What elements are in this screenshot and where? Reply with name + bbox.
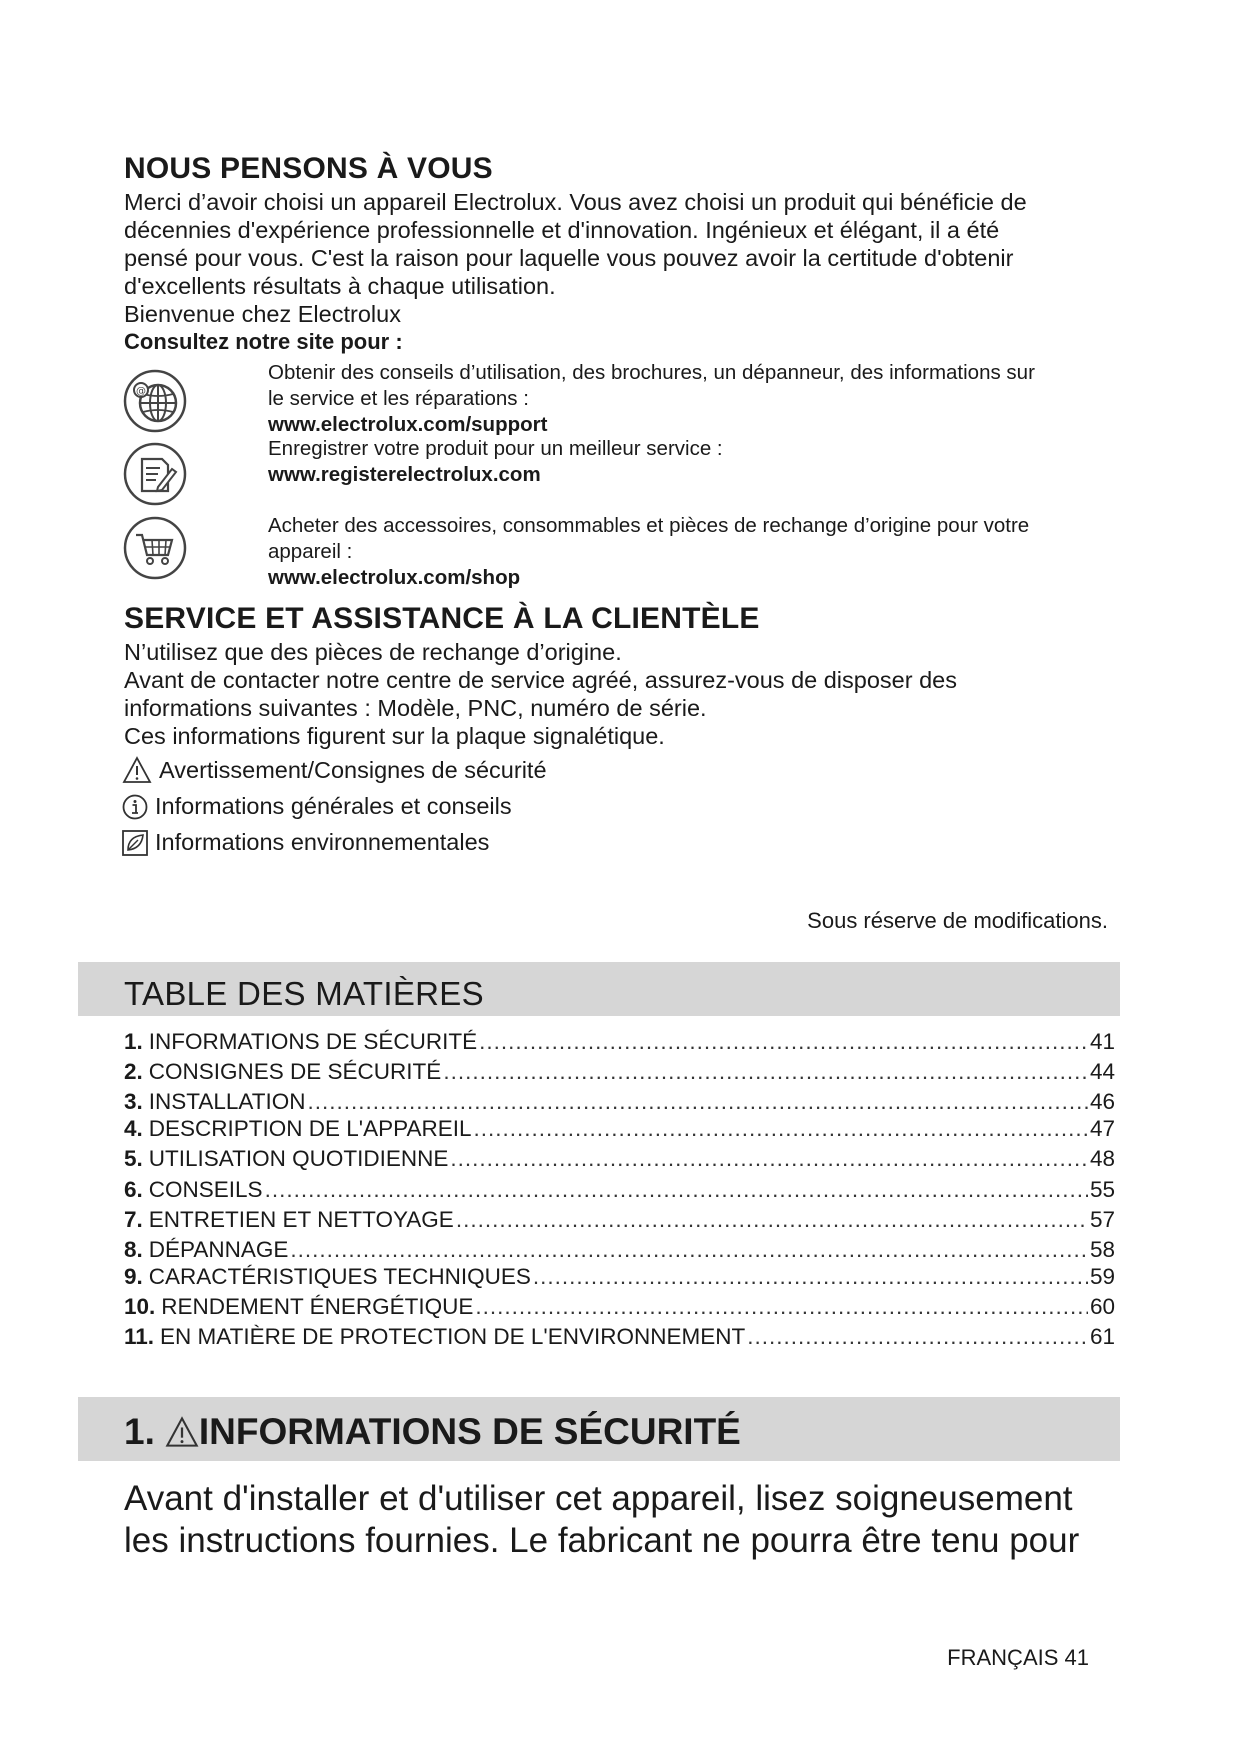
- page-footer: FRANÇAIS 41: [947, 1645, 1089, 1670]
- welcome-text: Bienvenue chez Electrolux: [124, 301, 401, 327]
- shop-link[interactable]: www.electrolux.com/shop: [268, 566, 521, 589]
- toc-entry-page: 47: [1089, 1116, 1115, 1141]
- toc-entry[interactable]: [124, 1324, 1115, 1354]
- warning-triangle-icon: [122, 756, 152, 784]
- leaf-environment-icon: [122, 830, 148, 856]
- toc-entry-leader-dots: [533, 1264, 1088, 1290]
- toc-entry-number: 10.: [124, 1294, 156, 1319]
- safety-section-title: INFORMATIONS DE SÉCURITÉ: [198, 1411, 741, 1452]
- service-line-4: Ces informations figurent sur la plaque signalétique.: [124, 723, 665, 749]
- safety-intro-line-2: les instructions fournies. Le fabricant ne pourra être tenu pour: [124, 1521, 1080, 1560]
- safety-section-number: 1.: [124, 1411, 155, 1452]
- toc-entry-page: 58: [1089, 1237, 1115, 1262]
- legend-warning: [122, 756, 547, 784]
- toc-entry-label: UTILISATION QUOTIDIENNE: [148, 1146, 449, 1171]
- toc-entry-page: 57: [1089, 1207, 1115, 1232]
- toc-entry-page: 48: [1089, 1146, 1115, 1171]
- toc-entry-leader-dots: [479, 1029, 1088, 1055]
- toc-entry-leader-dots: [747, 1324, 1088, 1350]
- toc-entry-label: INSTALLATION: [148, 1089, 306, 1114]
- toc-entry-leader-dots: [456, 1207, 1088, 1233]
- register-link[interactable]: www.registerelectrolux.com: [268, 463, 541, 486]
- toc-entry-number: 8.: [124, 1237, 143, 1262]
- warning-triangle-icon: [165, 1416, 199, 1448]
- toc-entry-number: 9.: [124, 1264, 143, 1289]
- service-line-3: informations suivantes : Modèle, PNC, numéro de série.: [124, 695, 707, 721]
- toc-entry-page: 41: [1089, 1029, 1115, 1054]
- toc-entry[interactable]: [124, 1146, 1115, 1176]
- toc-entry[interactable]: [124, 1264, 1115, 1294]
- service-line-1: N’utilisez que des pièces de rechange d’origine.: [124, 639, 622, 665]
- intro-paragraph-line-4: d'excellents résultats à chaque utilisation.: [124, 273, 556, 299]
- toc-entry-page: 46: [1089, 1089, 1115, 1114]
- toc-entry-leader-dots: [307, 1089, 1088, 1115]
- intro-paragraph-line-1: Merci d’avoir choisi un appareil Electrolux. Vous avez choisi un produit qui bénéficie de: [124, 189, 1027, 215]
- toc-entry-page: 44: [1089, 1059, 1115, 1084]
- safety-intro-line-1: Avant d'installer et d'utiliser cet appareil, lisez soigneusement: [124, 1479, 1073, 1518]
- toc-entry-label: INFORMATIONS DE SÉCURITÉ: [148, 1029, 478, 1054]
- toc-entry-leader-dots: [473, 1116, 1087, 1142]
- support-description-line-1: Obtenir des conseils d’utilisation, des brochures, un dépanneur, des informations sur: [268, 361, 1035, 384]
- safety-title: [124, 1411, 741, 1453]
- legend-environment-label: Informations environnementales: [155, 829, 490, 855]
- toc-entry-page: 59: [1089, 1264, 1115, 1289]
- toc-entry[interactable]: [124, 1089, 1115, 1119]
- toc-entry-leader-dots: [475, 1294, 1088, 1320]
- toc-title: TABLE DES MATIÈRES: [124, 975, 484, 1012]
- globe-web-icon: [122, 368, 188, 434]
- support-description-line-2: le service et les réparations :: [268, 387, 529, 410]
- toc-entry-number: 3.: [124, 1089, 143, 1114]
- info-circle-icon: [122, 794, 148, 820]
- toc-entry-leader-dots: [443, 1059, 1088, 1085]
- consult-label: Consultez notre site pour :: [124, 329, 403, 354]
- service-heading: SERVICE ET ASSISTANCE À LA CLIENTÈLE: [124, 602, 760, 635]
- shop-description-line-2: appareil :: [268, 540, 353, 563]
- toc-entry-leader-dots: [265, 1177, 1088, 1203]
- shop-description-line-1: Acheter des accessoires, consommables et pièces de rechange d’origine pour votre: [268, 514, 1030, 537]
- toc-entry[interactable]: [124, 1116, 1115, 1146]
- toc-entry-number: 5.: [124, 1146, 143, 1171]
- legend-warning-label: Avertissement/Consignes de sécurité: [159, 756, 547, 783]
- toc-entry[interactable]: [124, 1207, 1115, 1237]
- toc-entry-page: 60: [1089, 1294, 1115, 1319]
- shopping-cart-icon: [122, 515, 188, 581]
- toc-entry[interactable]: [124, 1294, 1115, 1324]
- service-line-2: Avant de contacter notre centre de service agréé, assurez-vous de disposer des: [124, 667, 957, 693]
- support-link[interactable]: www.electrolux.com/support: [268, 413, 548, 436]
- toc-entry-number: 1.: [124, 1029, 143, 1054]
- toc-entry[interactable]: [124, 1059, 1115, 1089]
- register-description: Enregistrer votre produit pour un meilleur service :: [268, 437, 723, 460]
- toc-entry-number: 7.: [124, 1207, 143, 1232]
- svg-text:@: @: [136, 386, 146, 397]
- register-document-icon: [122, 441, 188, 507]
- intro-paragraph-line-3: pensé pour vous. C'est la raison pour laquelle vous pouvez avoir la certitude d'obtenir: [124, 245, 1014, 271]
- legend-info-label: Informations générales et conseils: [155, 793, 512, 819]
- toc-entry-label: DÉPANNAGE: [148, 1237, 289, 1262]
- toc-entry-leader-dots: [290, 1237, 1088, 1263]
- safety-intro: [124, 1478, 1079, 1562]
- toc-entry-label: CARACTÉRISTIQUES TECHNIQUES: [148, 1264, 531, 1289]
- toc-entry[interactable]: [124, 1029, 1115, 1059]
- toc-entry-page: 61: [1089, 1324, 1115, 1349]
- toc-entry-label: ENTRETIEN ET NETTOYAGE: [148, 1207, 454, 1232]
- toc-entry-label: DESCRIPTION DE L'APPAREIL: [148, 1116, 472, 1141]
- legend-environment: [122, 829, 489, 856]
- toc-entry-label: CONSEILS: [148, 1177, 263, 1202]
- toc-entry-number: 11.: [124, 1324, 155, 1349]
- toc-entry-leader-dots: [450, 1146, 1088, 1172]
- toc-entry-label: CONSIGNES DE SÉCURITÉ: [148, 1059, 442, 1084]
- modifications-notice: Sous réserve de modifications.: [807, 908, 1108, 933]
- intro-heading: NOUS PENSONS À VOUS: [124, 152, 493, 185]
- toc-entry-number: 2.: [124, 1059, 143, 1084]
- toc-entry-page: 55: [1089, 1177, 1115, 1202]
- intro-paragraph-line-2: décennies d'expérience professionnelle et d'innovation. Ingénieux et élégant, il a été: [124, 217, 1000, 243]
- legend-info: [122, 793, 512, 820]
- toc-entry[interactable]: [124, 1177, 1115, 1207]
- toc-entry-number: 4.: [124, 1116, 143, 1141]
- toc-entry-label: RENDEMENT ÉNERGÉTIQUE: [161, 1294, 474, 1319]
- toc-entry-number: 6.: [124, 1177, 143, 1202]
- toc-entry[interactable]: [124, 1237, 1115, 1267]
- toc-entry-label: EN MATIÈRE DE PROTECTION DE L'ENVIRONNEMENT: [160, 1324, 746, 1349]
